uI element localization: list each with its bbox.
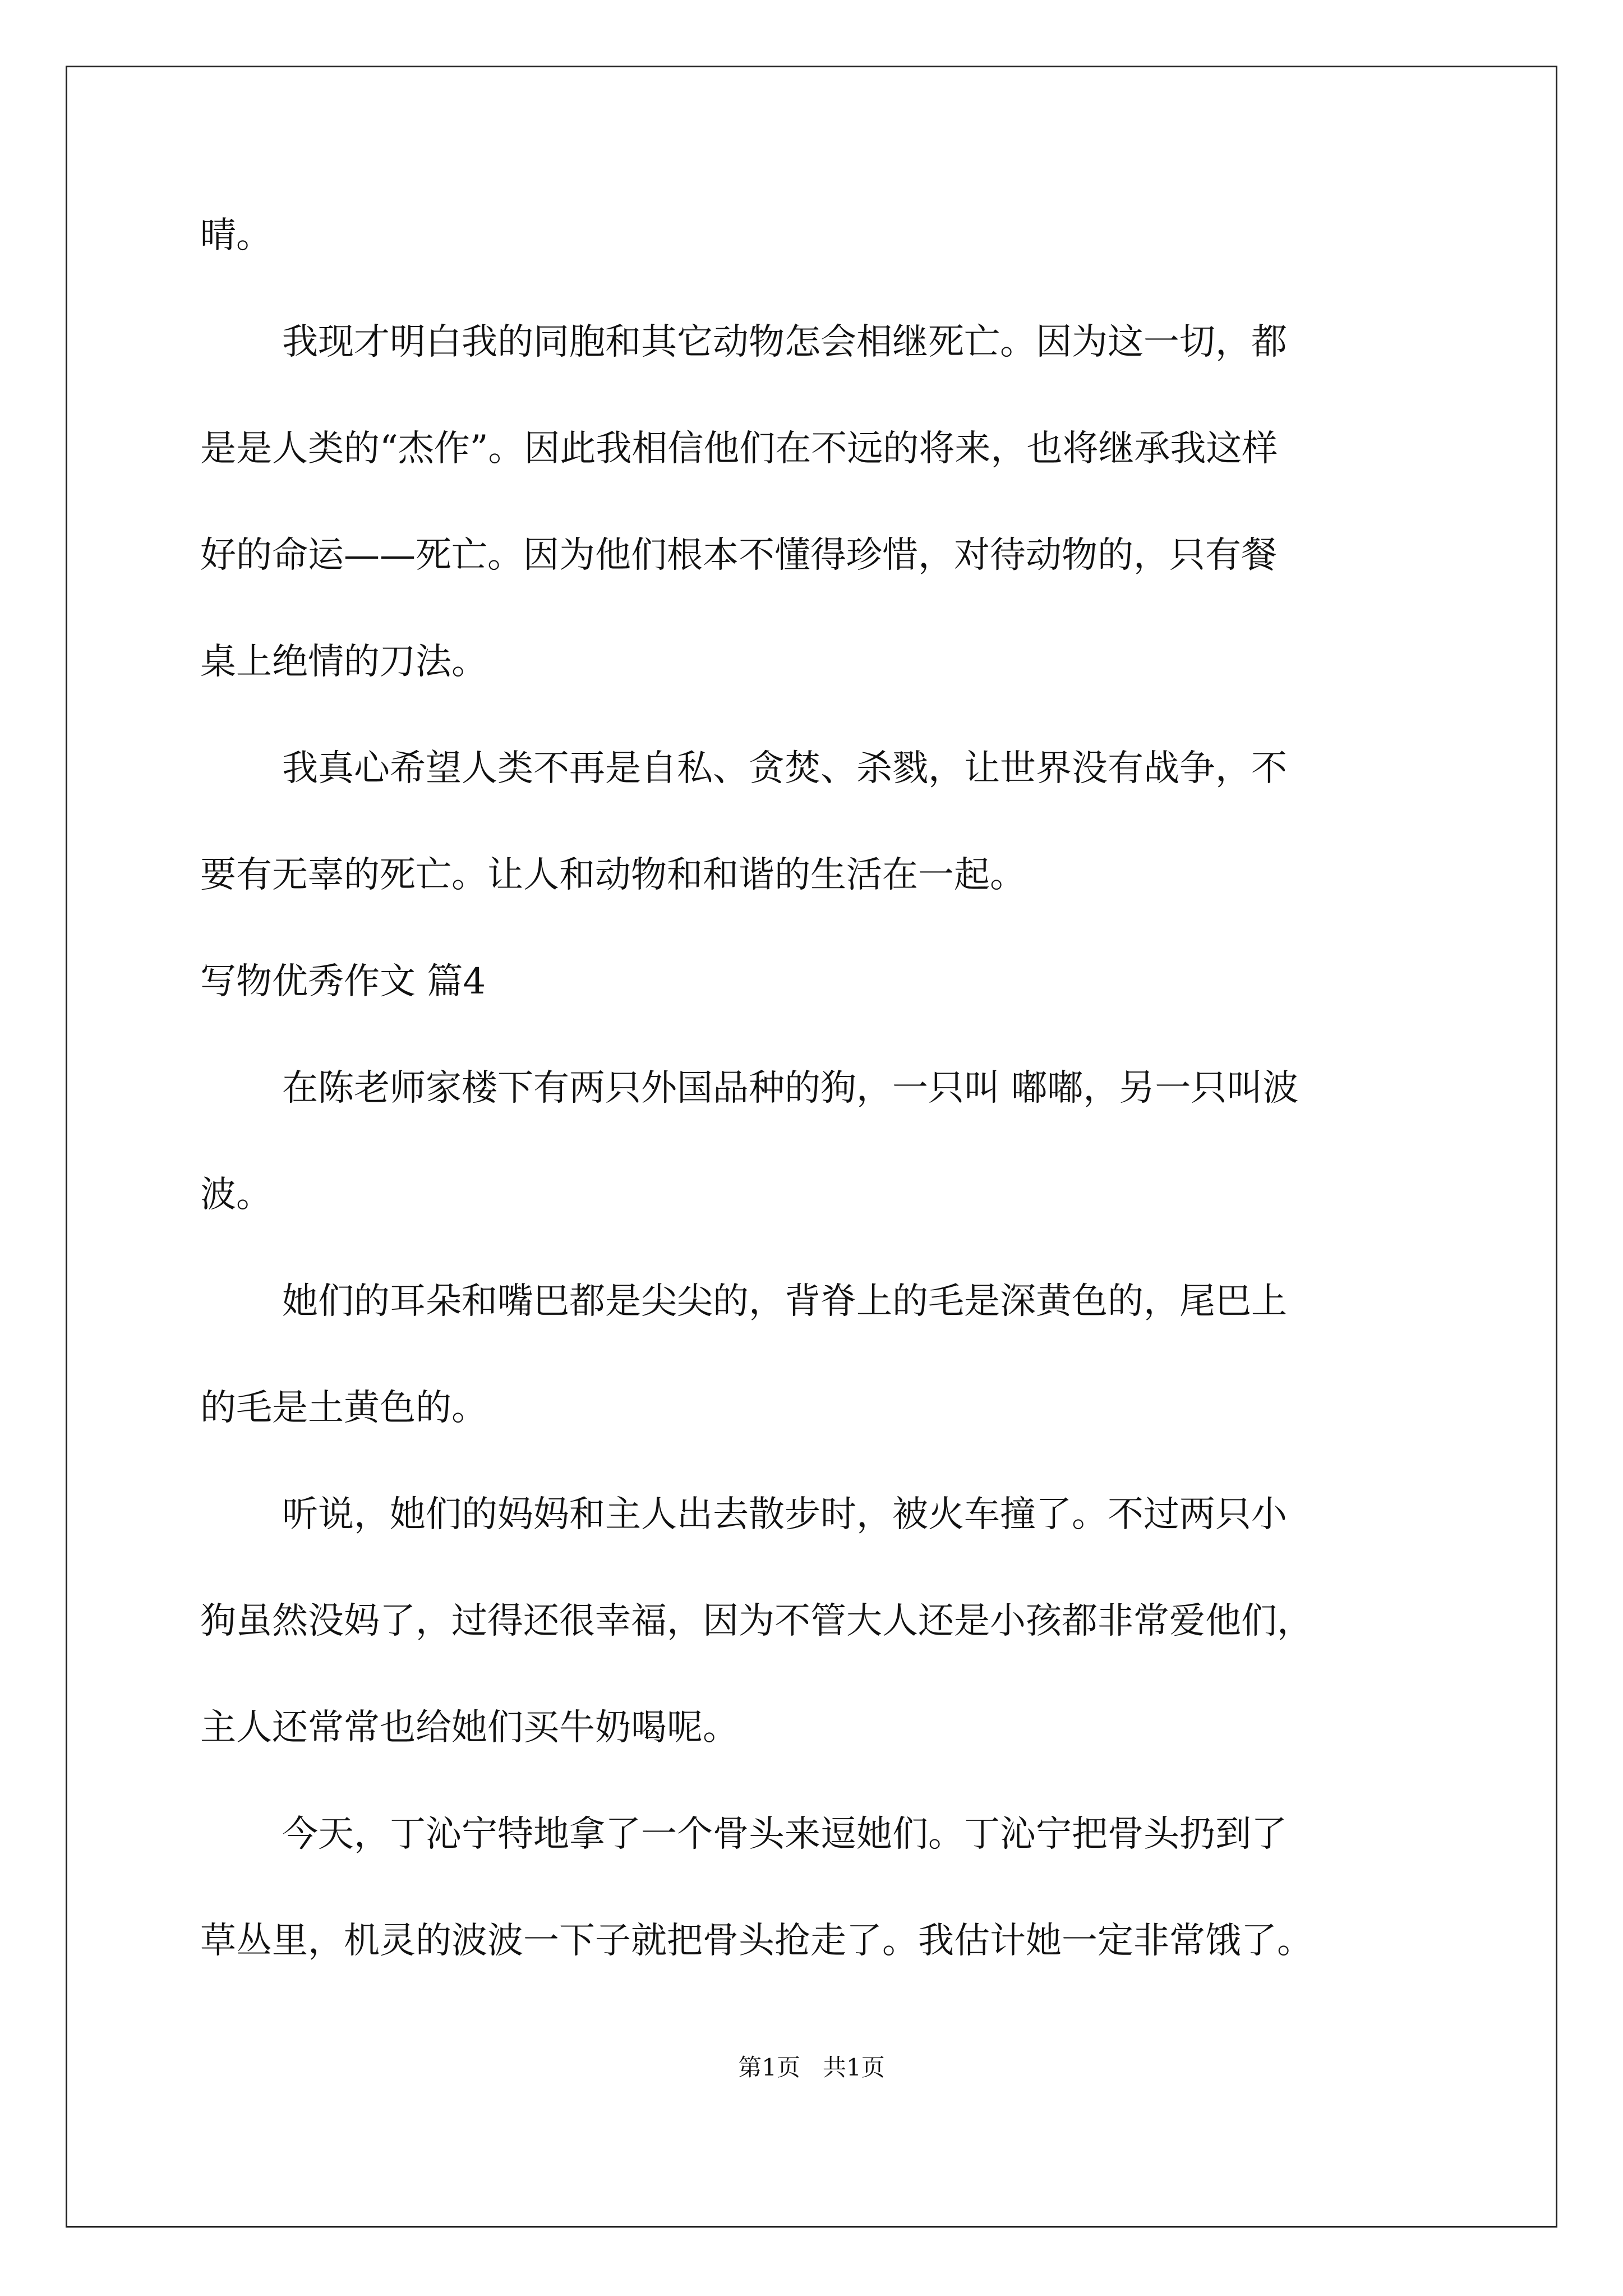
- paragraph-line: 我现才明白我的同胞和其它动物怎会相继死亡。因为这一切，都: [282, 321, 1287, 363]
- page-border: [66, 66, 1557, 2228]
- paragraph-line: 狗虽然没妈了，过得还很幸福，因为不管大人还是小孩都非常爱他们，: [200, 1600, 1313, 1642]
- paragraph-line: 我真心希望人类不再是自私、贪焚、杀戮，让世界没有战争，不: [282, 748, 1287, 789]
- paragraph-line: 是是人类的“杰作”。因此我相信他们在不远的将来，也将继承我这样: [200, 428, 1278, 470]
- paragraph-line: 在陈老师家楼下有两只外国品种的狗，一只叫 嘟嘟，另一只叫波: [282, 1068, 1299, 1109]
- paragraph-line: 晴。: [200, 215, 272, 256]
- paragraph-line: 主人还常常也给她们买牛奶喝呢。: [200, 1707, 739, 1749]
- paragraph-line: 波。: [200, 1174, 272, 1216]
- page-footer: 第1页 共1页: [738, 2054, 885, 2081]
- paragraph-line: 她们的耳朵和嘴巴都是尖尖的，背脊上的毛是深黄色的，尾巴上: [282, 1281, 1287, 1322]
- paragraph-line: 的毛是土黄色的。: [200, 1387, 487, 1429]
- section-heading: 写物优秀作文 篇4: [200, 961, 486, 1002]
- paragraph-line: 草丛里，机灵的波波一下子就把骨头抢走了。我估计她一定非常饿了。: [200, 1920, 1313, 1962]
- paragraph-line: 要有无辜的死亡。让人和动物和和谐的生活在一起。: [200, 854, 1026, 896]
- paragraph-line: 今天，丁沁宁特地拿了一个骨头来逗她们。丁沁宁把骨头扔到了: [282, 1814, 1287, 1855]
- paragraph-line: 桌上绝情的刀法。: [200, 641, 487, 683]
- paragraph-line: 好的命运——死亡。因为他们根本不懂得珍惜，对待动物的，只有餐: [200, 535, 1277, 576]
- paragraph-line: 听说，她们的妈妈和主人出去散步时，被火车撞了。不过两只小: [282, 1494, 1287, 1535]
